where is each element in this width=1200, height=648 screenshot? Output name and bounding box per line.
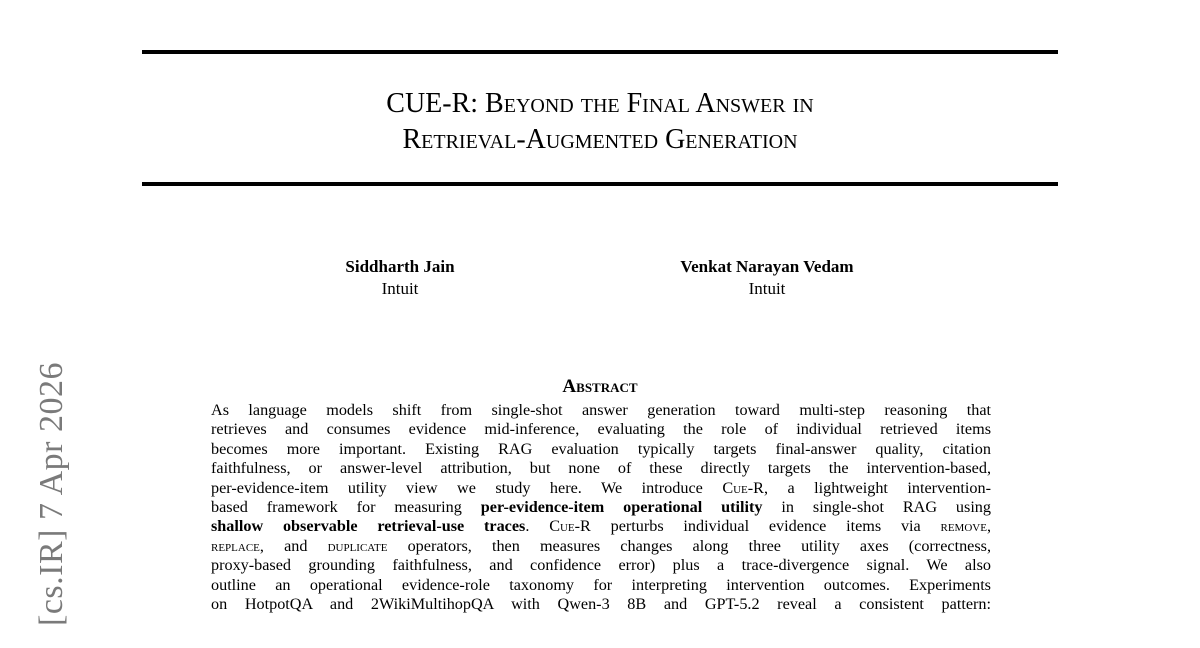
cue-r-name: Cue-R [722, 478, 764, 497]
author-affiliation: Intuit [381, 279, 419, 298]
author-name: Siddharth Jain [345, 257, 455, 276]
abstract-line: based framework for measuring per-evidence-item operational utility in single-shot RAG using [211, 497, 991, 516]
author-affiliation: Intuit [748, 279, 786, 298]
arxiv-sidebar [32, 344, 72, 644]
abstract-line: on HotpotQA and 2WikiMultihopQA with Qwen-3 8B and GPT-5.2 reveal a consistent pattern: [211, 594, 991, 613]
operator-remove: remove [940, 517, 987, 536]
author-block-1 [300, 256, 500, 300]
author-name: Venkat Narayan Vedam [680, 257, 854, 276]
abstract-line: becomes more important. Existing RAG evaluation typically targets final-answer quality, citation [211, 439, 991, 458]
abstract-line: shallow observable retrieval-use traces. Cue-R perturbs individual evidence items via remove, [211, 517, 991, 536]
abstract-body [211, 401, 991, 614]
emphasis-text: per-evidence-item operational utility [480, 497, 763, 516]
title-line-1: CUE-R: Beyond the Final Answer in [386, 88, 814, 119]
operator-replace: replace [211, 536, 260, 555]
abstract-line: replace, and duplicate operators, then measures changes along three utility axes (correctness, [211, 536, 991, 555]
abstract-line: retrieves and consumes evidence mid-inference, evaluating the role of individual retrieved items [211, 420, 991, 439]
arxiv-identifier: [cs.IR] 7 Apr 2026 [33, 362, 70, 626]
emphasis-text: shallow observable retrieval-use traces [211, 517, 526, 536]
abstract-line: As language models shift from single-shot answer generation toward multi-step reasoning that [211, 401, 991, 419]
abstract-line: proxy-based grounding faithfulness, and confidence error) plus a trace-divergence signal. We also [211, 556, 991, 575]
abstract-line: outline an operational evidence-role taxonomy for interpreting intervention outcomes. Experiments [211, 575, 991, 594]
title-bottom-rule [142, 182, 1058, 186]
abstract-heading: Abstract [562, 376, 638, 397]
abstract-line: faithfulness, or answer-level attribution, but none of these directly targets the intervention-based, [211, 459, 991, 478]
abstract-line: per-evidence-item utility view we study here. We introduce Cue-R, a lightweight intervention- [211, 478, 992, 497]
paper-title [142, 86, 1058, 158]
title-top-rule [142, 50, 1058, 54]
author-block-2 [642, 256, 892, 300]
title-line-2: Retrieval-Augmented Generation [402, 124, 798, 155]
operator-duplicate: duplicate [327, 536, 388, 555]
cue-r-name: Cue-R [549, 517, 591, 536]
